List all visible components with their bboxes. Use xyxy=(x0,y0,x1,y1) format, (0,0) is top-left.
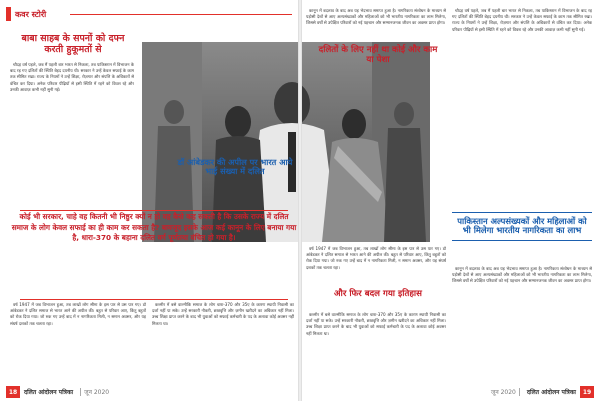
body-text-4: कानून में बदलाव के बाद अब यह भेदभाव समाप्त हुआ है। नागरिकता संशोधन के माध्यम से पड़ोसी देशों से आए अल्पसंख्यकों और महिलाओं को भी भारतीय नागरिकता का लाभ मिलेगा, जिससे वर्षों से उपेक्षित परिवारों को नई पहचान और सम्मानजनक जीवन का अवसर प्राप्त होगा। xyxy=(306,8,446,26)
body-column-4 xyxy=(306,8,446,50)
body-text-3: कश्मीर में बसे वाल्मीकि समाज के लोग धारा-370 और 35ए के कारण स्थायी निवासी का दर्जा नहीं पा सके। उन्हें सरकारी नौकरी, छात्रवृत्ति और ज़मीन खरीदने का अधिकार नहीं मिला। उच्च शिक्षा प्राप्त करने के बाद भी युवाओं को सफाई कर्मचारी के पद के अलावा कोई अवसर नहीं मिलता था। xyxy=(152,302,294,326)
body-text-5: चौदह वर्ष पहले, जब मैं पहली बार भारत से निकला, तब पाकिस्तान में विभाजन के बाद रह गए दलितों की स्थिति बेहद दयनीय थी। सरकार ने उन्हें केवल सफाई के काम तक सीमित रखा। राज्य के नियमों ने उन्हें शिक्षा, रोज़गार और संपत्ति के अधिकारों से वंचित कर दिया। अनेक परिवार पीढ़ियों से इसी स्थिति में रहने को विवश रहे और उनकी आवाज़ कभी नहीं सुनी गई। xyxy=(452,8,592,32)
issue-date-left: जून 2020 xyxy=(84,389,110,396)
quote-rule-top xyxy=(20,210,288,211)
page-number-right: 19 xyxy=(580,386,594,398)
body-column-7 xyxy=(306,312,446,382)
body-column-2 xyxy=(10,302,146,382)
footer-left xyxy=(6,386,109,398)
body-text-6: वर्ष 1947 में जब विभाजन हुआ, तब लाखों लोग सीमा के इस पार से उस पार गए। डॉ आंबेडकर ने दलित समाज से भारत आने की अपील की। बहुत से परिवार आए, किंतु बहुतों को रोक दिया गया। जो रुक गए उन्हें बाद में न नागरिकता मिली, न समान अवसर, और यह संघर्ष दशकों तक चलता रहा। xyxy=(306,246,446,270)
body-column-3 xyxy=(152,302,294,382)
body-text-7: कश्मीर में बसे वाल्मीकि समाज के लोग धारा-370 और 35ए के कारण स्थायी निवासी का दर्जा नहीं पा सके। उन्हें सरकारी नौकरी, छात्रवृत्ति और ज़मीन खरीदने का अधिकार नहीं मिला। उच्च शिक्षा प्राप्त करने के बाद भी युवाओं को सफाई कर्मचारी के पद के अलावा कोई अवसर नहीं मिलता था। xyxy=(306,312,446,336)
section-tag-marker xyxy=(6,7,11,21)
body-text-1: चौदह वर्ष पहले, जब मैं पहली बार भारत से निकला, तब पाकिस्तान में विभाजन के बाद रह गए दलितों की स्थिति बेहद दयनीय थी। सरकार ने उन्हें केवल सफाई के काम तक सीमित रखा। राज्य के नियमों ने उन्हें शिक्षा, रोज़गार और संपत्ति के अधिकारों से वंचित कर दिया। अनेक परिवार पीढ़ियों से इसी स्थिति में रहने को विवश रहे और उनकी आवाज़ कभी नहीं सुनी गई। xyxy=(10,62,134,92)
page-gutter xyxy=(298,0,302,401)
header-rule xyxy=(70,14,292,15)
pull-quote xyxy=(10,212,298,298)
footer-separator-left xyxy=(80,388,81,396)
quote-rule-bottom xyxy=(20,299,288,300)
body-column-6 xyxy=(306,246,446,286)
section-tag xyxy=(6,6,46,22)
body-column-1 xyxy=(10,62,134,207)
body-column-8 xyxy=(452,266,592,382)
section-tag-label: कवर स्टोरी xyxy=(15,9,47,19)
headline-right-mid: दलितों के लिए नहीं था कोई और काम या पेशा xyxy=(318,45,438,65)
headline-center: डॉ आंबेडकर की अपील पर भारत आये भाई संख्या में दलित xyxy=(177,157,293,177)
publication-name-left: दलित आंदोलन पत्रिका xyxy=(24,389,74,396)
body-text-2: वर्ष 1947 में जब विभाजन हुआ, तब लाखों लोग सीमा के इस पार से उस पार गए। डॉ आंबेडकर ने दलित समाज से भारत आने की अपील की। बहुत से परिवार आए, किंतु बहुतों को रोक दिया गया। जो रुक गए उन्हें बाद में न नागरिकता मिली, न समान अवसर, और यह संघर्ष दशकों तक चलता रहा। xyxy=(10,302,146,326)
body-text-8: कानून में बदलाव के बाद अब यह भेदभाव समाप्त हुआ है। नागरिकता संशोधन के माध्यम से पड़ोसी देशों से आए अल्पसंख्यकों और महिलाओं को भी भारतीय नागरिकता का लाभ मिलेगा, जिससे वर्षों से उपेक्षित परिवारों को नई पहचान और सम्मानजनक जीवन का अवसर प्राप्त होगा। xyxy=(452,266,592,284)
issue-date-right: जून 2020 xyxy=(490,389,516,396)
page-number-left: 18 xyxy=(6,386,20,398)
headline-left: बाबा साहब के सपनों को दफ्न करती हुकूमतों से xyxy=(21,33,125,55)
body-column-5 xyxy=(452,8,592,158)
publication-name-right: दलित आंदोलन पत्रिका xyxy=(526,389,576,396)
footer-right xyxy=(491,386,594,398)
headline-right-bottom: पाकिस्तान अल्पसंख्यकों और महिलाओं को भी मिलेगा भारतीय नागरिकता का लाभ xyxy=(452,212,592,241)
headline-right-low: और फिर बदल गया इतिहास xyxy=(334,289,422,299)
pull-quote-text: कोई भी सरकार, चाहे वह कितनी भी निष्ठुर क्यों न हो वह कैसे कह सकती है कि उसके राज्य में दलित समाज के लोग केवल सफाई का ही काम कर सकता है? बावजूद इसके आज कई कानून के लिए बनाया गया है, धारा-370 के बहाना दलित वर्ग पूर्णतया वंचित हो गया है। xyxy=(11,212,297,243)
footer-separator-right xyxy=(519,388,520,396)
